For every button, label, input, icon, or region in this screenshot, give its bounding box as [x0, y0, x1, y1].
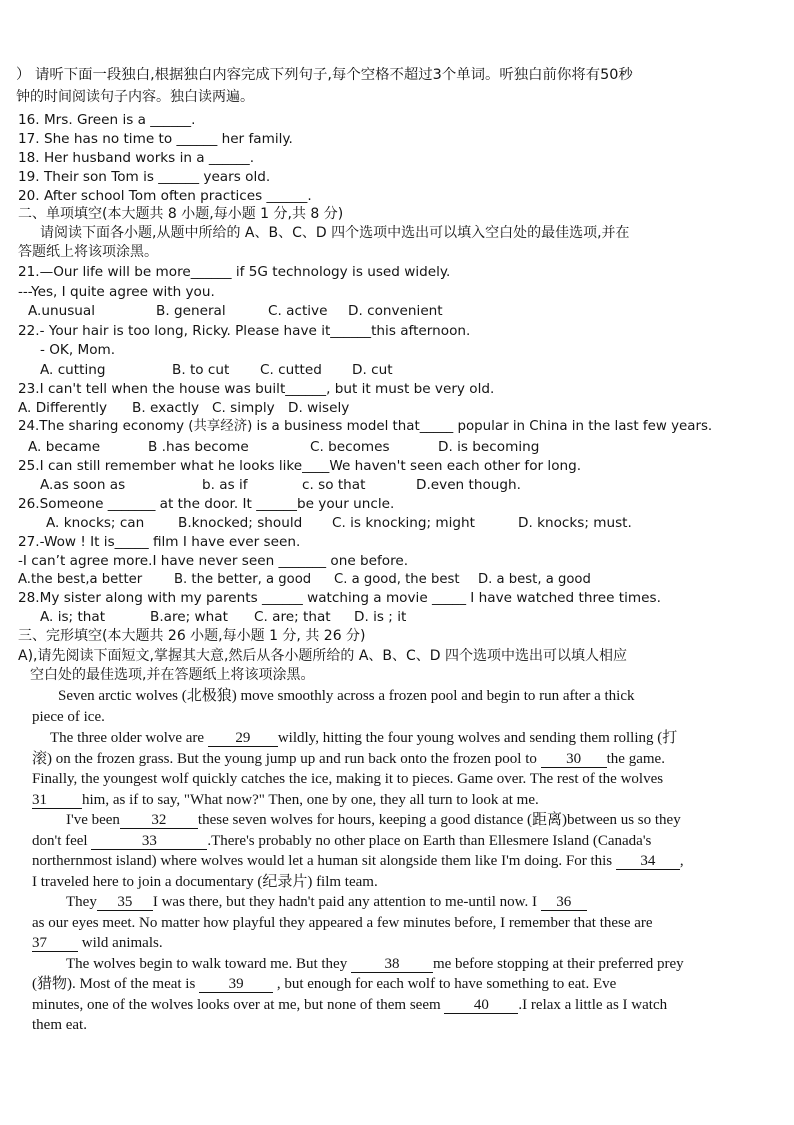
option-b: B .has become	[148, 439, 249, 455]
option-d: D. wisely	[288, 400, 350, 416]
section3-instruction-line2: 空白处的最佳选项,并在答题纸上将该项涂黑。	[30, 667, 315, 683]
blank-34: 34	[616, 854, 680, 870]
option-b: b. as if	[202, 477, 248, 493]
option-d: D. is becoming	[438, 439, 540, 455]
question-16: 16. Mrs. Green is a ______.	[18, 112, 196, 128]
passage-para3-line1: I've been 32 these seven wolves for hours, keeping a good distance (距离)between us so they	[66, 812, 681, 828]
listening-instruction-line2: 钟的时间阅读句子内容。独白读两遍。	[16, 89, 254, 105]
blank-39: 39	[199, 977, 273, 993]
section3-heading: 三、完形填空(本大题共 26 小题,每小题 1 分, 共 26 分)	[18, 628, 366, 644]
question-21-stem: 21.—Our life will be more______ if 5G technology is used widely.	[18, 264, 451, 280]
question-22-reply: - OK, Mom.	[40, 342, 116, 358]
blank-38: 38	[351, 957, 433, 973]
question-24-stem: 24.The sharing economy (共享经济) is a business model that_____ popular in China in the last few years.	[18, 419, 713, 434]
question-20: 20. After school Tom often practices ______.	[18, 188, 312, 204]
passage-para2-line4: 31 him, as if to say, "What now?" Then, one by one, they all turn to look at me.	[32, 792, 539, 808]
option-d: D. convenient	[348, 303, 443, 319]
section2-heading: 二、单项填空(本大题共 8 小题,每小题 1 分,共 8 分)	[18, 206, 344, 222]
section2-instruction-line1: 请阅读下面各小题,从题中所给的 A、B、C、D 四个选项中选出可以填入空白处的最佳选项,并在	[40, 225, 630, 241]
option-d: D.even though.	[416, 477, 521, 493]
blank-31: 31	[32, 793, 82, 809]
option-c: C. active	[268, 303, 328, 319]
passage-para5-line2: (猎物). Most of the meat is 39 , but enough for each wolf to have something to eat. Eve	[32, 976, 617, 992]
blank-40: 40	[444, 998, 518, 1014]
passage-para1-line2: piece of ice.	[32, 709, 105, 725]
blank-30: 30	[541, 752, 607, 768]
passage-para2-line3: Finally, the youngest wolf quickly catches the ice, making it to pieces. Game over. The rest of the wolves	[32, 771, 664, 787]
listening-instruction-line1: ） 请听下面一段独白,根据独白内容完成下列句子,每个空格不超过3个单词。听独白前你将有50秒	[16, 67, 633, 83]
option-a: A. knocks; can	[46, 515, 145, 531]
passage-para3-line3: northernmost island) where wolves would let a human sit alongside them like I'm doing. For this 34 ,	[32, 853, 684, 869]
option-b: B. exactly	[132, 400, 200, 416]
option-c: C. cutted	[260, 362, 322, 378]
section2-instruction-line2: 答题纸上将该项涂黑。	[18, 244, 158, 260]
question-21-reply: ---Yes, I quite agree with you.	[18, 284, 215, 300]
option-c: c. so that	[302, 477, 366, 493]
option-b: B.are; what	[150, 609, 228, 625]
option-c: C. are; that	[254, 609, 331, 625]
passage-para4-line2: as our eyes meet. No matter how playful they appeared a few minutes before, I remember that these are	[32, 915, 653, 931]
option-b: B. to cut	[172, 362, 230, 378]
passage-para5-line3: minutes, one of the wolves looks over at me, but none of them seem 40 .I relax a little as I watch	[32, 997, 668, 1013]
passage-para4-line3: 37 wild animals.	[32, 935, 163, 951]
question-22-stem: 22.- Your hair is too long, Ricky. Please have it______this afternoon.	[18, 323, 471, 339]
option-d: D. a best, a good	[478, 572, 591, 587]
blank-35: 35	[97, 895, 153, 911]
passage-para3-line4: I traveled here to join a documentary (纪录片) film team.	[32, 874, 378, 890]
option-a: A.as soon as	[40, 477, 126, 493]
passage-para4-line1: They 35 I was there, but they hadn't paid any attention to me-until now. I 36	[66, 892, 587, 912]
option-a: A. cutting	[40, 362, 106, 378]
option-b: B. the better, a good	[174, 572, 312, 587]
blank-37: 37	[32, 936, 78, 952]
option-d: D. is ; it	[354, 609, 407, 625]
option-c: C. a good, the best	[334, 572, 460, 587]
option-c: C. is knocking; might	[332, 515, 475, 531]
question-27-reply: -I can’t agree more.I have never seen _______ one before.	[18, 553, 409, 569]
passage-para5-line1: The wolves begin to walk toward me. But they 38 me before stopping at their preferred prey	[66, 956, 684, 972]
option-c: C. becomes	[310, 439, 390, 455]
blank-32: 32	[120, 813, 198, 829]
option-a: A. Differently	[18, 400, 108, 416]
section3-instruction-line1: A),请先阅读下面短文,掌握其大意,然后从各小题所给的 A、B、C、D 四个选项中选出可以填人相应	[18, 648, 628, 664]
option-d: D. knocks; must.	[518, 515, 632, 531]
question-19: 19. Their son Tom is ______ years old.	[18, 169, 271, 185]
passage-para2-line1: The three older wolve are 29 wildly, hitting the four young wolves and sending them rolling (打	[50, 730, 678, 746]
question-17: 17. She has no time to ______ her family.	[18, 131, 293, 147]
question-23-stem: 23.I can't tell when the house was built______, but it must be very old.	[18, 381, 495, 397]
option-d: D. cut	[352, 362, 393, 378]
question-18: 18. Her husband works in a ______.	[18, 150, 255, 166]
passage-para2-line2: 滚) on the frozen grass. But the young jump up and run back onto the frozen pool to 30 the game.	[32, 751, 665, 767]
question-27-stem: 27.-Wow ! It is_____ film I have ever seen.	[18, 534, 301, 550]
question-28-stem: 28.My sister along with my parents ______ watching a movie _____ I have watched three times.	[18, 590, 661, 606]
option-a: A.unusual	[28, 303, 96, 319]
option-a: A. is; that	[40, 609, 106, 625]
option-a: A.the best,a better	[18, 572, 143, 587]
passage-para5-line4: them eat.	[32, 1017, 87, 1033]
question-25-stem: 25.I can still remember what he looks like____We haven't seen each other for long.	[18, 458, 582, 474]
question-26-stem: 26.Someone _______ at the door. It ______be your uncle.	[18, 496, 395, 512]
option-a: A. became	[28, 439, 101, 455]
blank-36: 36	[541, 895, 587, 911]
blank-29: 29	[208, 731, 278, 747]
blank-33: 33	[91, 834, 207, 850]
option-c: C. simply	[212, 400, 275, 416]
passage-para3-line2: don't feel 33 .There's probably no other place on Earth than Ellesmere Island (Canada's	[32, 833, 652, 849]
option-b: B. general	[156, 303, 226, 319]
option-b: B.knocked; should	[178, 515, 303, 531]
passage-para1-line1: Seven arctic wolves (北极狼) move smoothly across a frozen pool and begin to run after a thick	[58, 688, 635, 704]
